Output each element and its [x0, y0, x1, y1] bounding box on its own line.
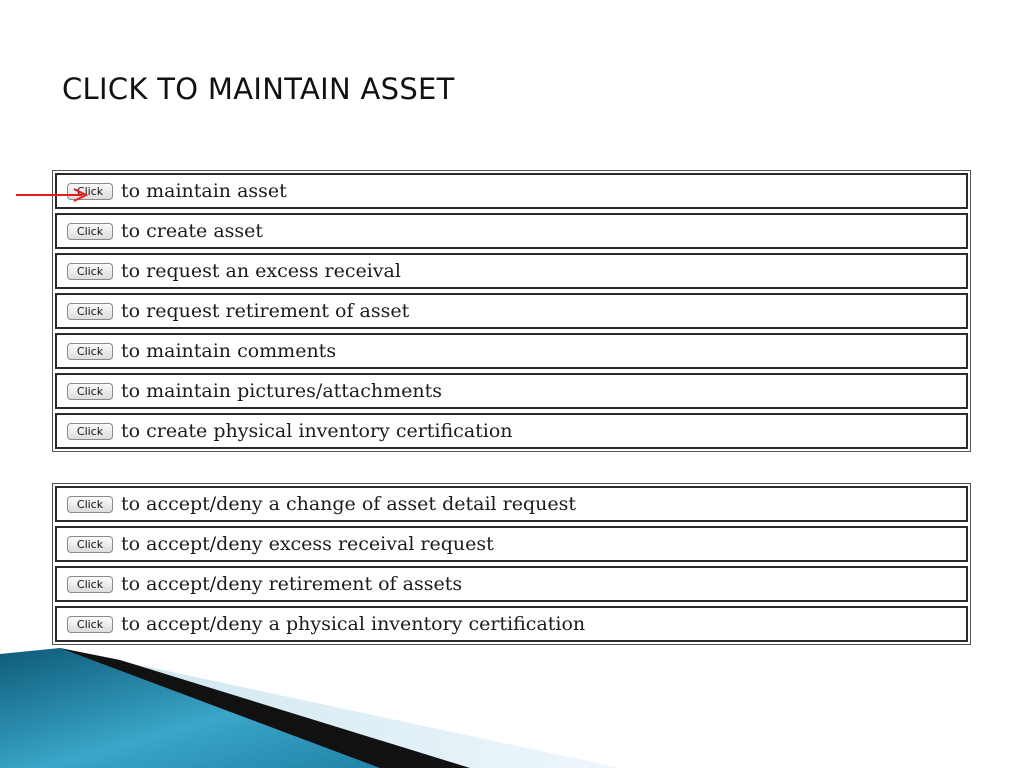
accept-retirement-click-button[interactable]: Click: [67, 576, 113, 593]
action-label: to accept/deny a physical inventory certification: [121, 613, 586, 635]
action-row-comments: [55, 333, 968, 369]
decorative-corner-graphic: [0, 638, 1024, 768]
action-row-accept-inventory-certification: [55, 606, 968, 642]
inventory-certification-click-button[interactable]: Click: [67, 423, 113, 440]
action-row-pictures-attachments: [55, 373, 968, 409]
action-label: to request an excess receival: [121, 260, 401, 282]
action-label: to accept/deny retirement of assets: [121, 573, 463, 595]
maintain-asset-click-button[interactable]: Click: [67, 183, 113, 200]
accept-excess-receival-click-button[interactable]: Click: [67, 536, 113, 553]
accept-change-request-click-button[interactable]: Click: [67, 496, 113, 513]
pictures-attachments-click-button[interactable]: Click: [67, 383, 113, 400]
create-asset-click-button[interactable]: Click: [67, 223, 113, 240]
action-label: to maintain asset: [121, 180, 287, 202]
action-label: to create physical inventory certification: [121, 420, 513, 442]
action-row-accept-change-request: [55, 486, 968, 522]
action-row-accept-retirement: [55, 566, 968, 602]
action-row-create-asset: [55, 213, 968, 249]
action-row-accept-excess-receival: [55, 526, 968, 562]
action-label: to accept/deny a change of asset detail request: [121, 493, 577, 515]
accept-inventory-certification-click-button[interactable]: Click: [67, 616, 113, 633]
action-label: to accept/deny excess receival request: [121, 533, 494, 555]
action-label: to request retirement of asset: [121, 300, 410, 322]
approval-actions-panel: [52, 483, 971, 645]
action-row-retirement: [55, 293, 968, 329]
action-row-maintain-asset: [55, 173, 968, 209]
excess-receival-click-button[interactable]: Click: [67, 263, 113, 280]
action-row-excess-receival: [55, 253, 968, 289]
page-title: CLICK TO MAINTAIN ASSET: [62, 72, 455, 106]
comments-click-button[interactable]: Click: [67, 343, 113, 360]
arrow-right-icon: [16, 187, 92, 203]
action-row-inventory-certification: [55, 413, 968, 449]
action-label: to create asset: [121, 220, 264, 242]
asset-actions-panel: [52, 170, 971, 452]
action-label: to maintain pictures/attachments: [121, 380, 443, 402]
action-label: to maintain comments: [121, 340, 337, 362]
retirement-click-button[interactable]: Click: [67, 303, 113, 320]
